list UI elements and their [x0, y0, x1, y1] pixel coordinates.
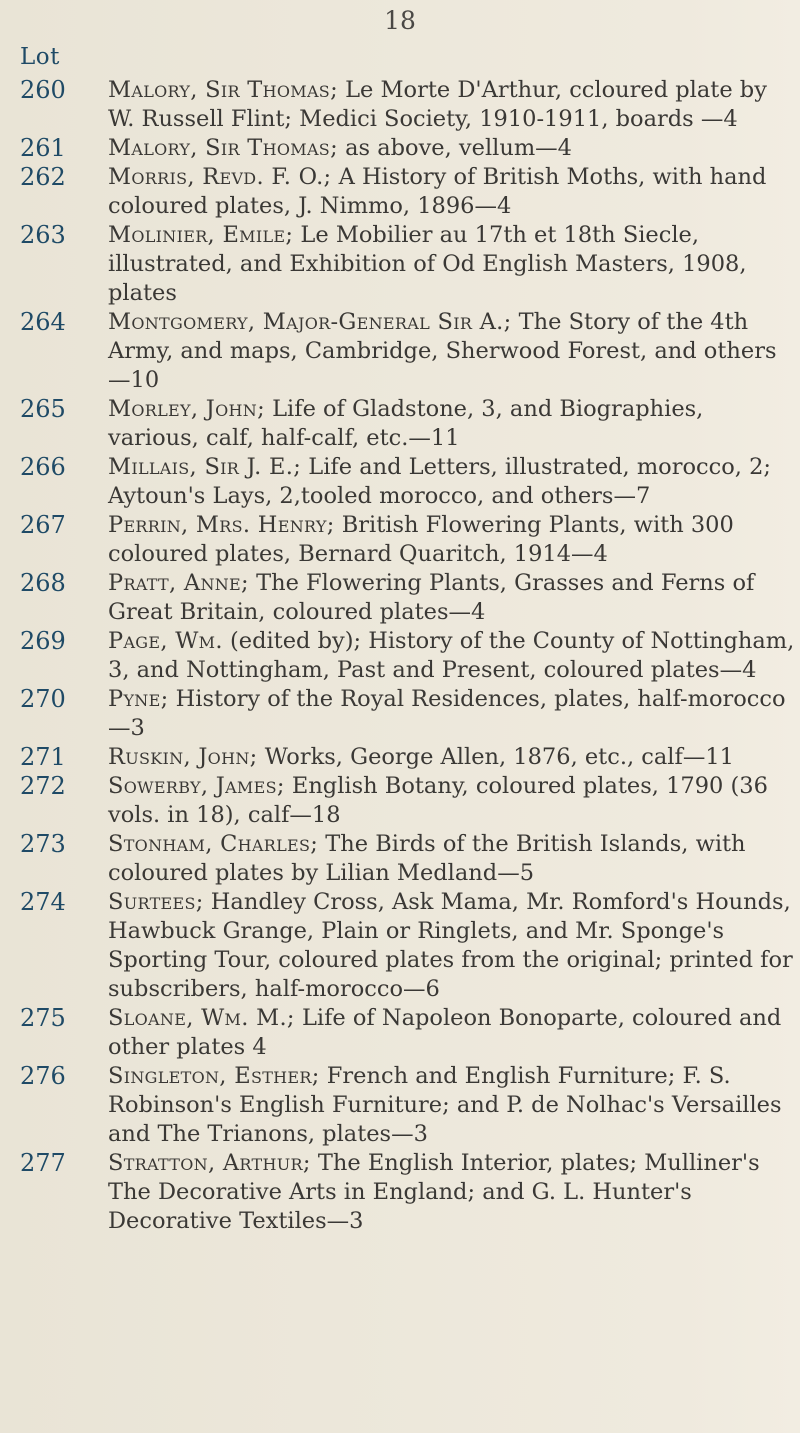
lot-description — [108, 453, 795, 511]
lot-description — [108, 76, 795, 134]
lot-number: 274 — [20, 888, 66, 916]
catalogue-entry — [20, 830, 795, 888]
lot-number: 271 — [20, 743, 66, 771]
lot-author: Millais, Sir J. E.; — [108, 454, 302, 480]
lot-author: Perrin, Mrs. Henry; — [108, 512, 335, 538]
lot-number: 264 — [20, 308, 66, 336]
catalogue-entry — [20, 163, 795, 221]
lot-number: 272 — [20, 772, 66, 800]
lot-description — [108, 221, 795, 308]
catalogue-entry — [20, 511, 795, 569]
lot-author: Morley, John; — [108, 396, 265, 422]
lot-text: The Birds of the British Islands, with coloured plates by Lilian Medland—5 — [108, 831, 746, 886]
lot-author: Molinier, Emile; — [108, 222, 294, 248]
lot-author: Sowerby, James; — [108, 773, 285, 799]
lot-text: Works, George Allen, 1876, etc., calf—11 — [264, 744, 734, 770]
lot-author: Surtees; — [108, 889, 204, 915]
lot-author: Pratt, Anne; — [108, 570, 249, 596]
lot-author: Malory, Sir Thomas; — [108, 135, 338, 161]
catalogue-entry — [20, 1149, 795, 1236]
lot-number: 273 — [20, 830, 66, 858]
lot-text: (edited by); History of the County of Nottingham, 3, and Nottingham, Past and Present, coloured plates—4 — [108, 628, 795, 683]
lot-text: British Flowering Plants, with 300 coloured plates, Bernard Quaritch, 1914—4 — [108, 512, 734, 567]
lot-number: 269 — [20, 627, 66, 655]
catalogue-entry — [20, 743, 795, 772]
lot-description — [108, 1004, 795, 1062]
catalogue-entry — [20, 395, 795, 453]
catalogue-list — [20, 76, 795, 1236]
catalogue-entry — [20, 569, 795, 627]
lot-text: French and English Furniture; F. S. Robinson's English Furniture; and P. de Nolhac's Versailles and The Trianons, plates—3 — [108, 1063, 782, 1147]
lot-description — [108, 308, 795, 395]
lot-description — [108, 569, 795, 627]
lot-text: A History of British Moths, with hand coloured plates, J. Nimmo, 1896—4 — [108, 164, 767, 219]
lot-number: 262 — [20, 163, 66, 191]
catalogue-entry — [20, 134, 795, 163]
lot-text: English Botany, coloured plates, 1790 (36 vols. in 18), calf—18 — [108, 773, 768, 828]
catalogue-entry — [20, 1062, 795, 1149]
lot-text: Le Mobilier au 17th et 18th Siecle, illustrated, and Exhibition of Od English Masters, 1908, plates — [108, 222, 747, 306]
lot-description — [108, 888, 795, 1004]
catalogue-entry — [20, 1004, 795, 1062]
lot-number: 260 — [20, 76, 66, 104]
lot-author: Sloane, Wm. M.; — [108, 1005, 295, 1031]
catalogue-entry — [20, 76, 795, 134]
lot-description — [108, 1149, 795, 1236]
lot-number: 275 — [20, 1004, 66, 1032]
lot-description — [108, 395, 795, 453]
catalogue-entry — [20, 308, 795, 395]
lot-description — [108, 1062, 795, 1149]
lot-number: 276 — [20, 1062, 66, 1090]
lot-author: Stonham, Charles; — [108, 831, 319, 857]
lot-number: 265 — [20, 395, 66, 423]
lot-description — [108, 511, 795, 569]
lot-text: Life of Napoleon Bonoparte, coloured and other plates 4 — [108, 1005, 782, 1060]
lot-description — [108, 685, 795, 743]
catalogue-entry — [20, 453, 795, 511]
lot-number: 268 — [20, 569, 66, 597]
lot-text: as above, vellum—4 — [345, 135, 572, 161]
lot-author: Stratton, Arthur; — [108, 1150, 311, 1176]
lot-text: Handley Cross, Ask Mama, Mr. Romford's Hounds, Hawbuck Grange, Plain or Ringlets, and Mr. Sponge's Sporting Tour, coloured plates from the original; printed for subscribers, half-morocco—6 — [108, 889, 793, 1002]
lot-description — [108, 134, 795, 163]
catalogue-entry — [20, 888, 795, 1004]
catalogue-entry — [20, 685, 795, 743]
catalogue-entry — [20, 772, 795, 830]
lot-number: 277 — [20, 1149, 66, 1177]
lot-number: 266 — [20, 453, 66, 481]
lot-number: 263 — [20, 221, 66, 249]
lot-description — [108, 163, 795, 221]
catalogue-entry — [20, 221, 795, 308]
lot-author: Montgomery, Major-General Sir A.; — [108, 309, 512, 335]
lot-description — [108, 772, 795, 830]
lot-description — [108, 743, 795, 772]
page-number: 18 — [384, 6, 416, 35]
lot-text: The Flowering Plants, Grasses and Ferns of Great Britain, coloured plates—4 — [108, 570, 755, 625]
lot-author: Singleton, Esther; — [108, 1063, 320, 1089]
catalogue-entry — [20, 627, 795, 685]
lot-text: The Story of the 4th Army, and maps, Cambridge, Sherwood Forest, and others—10 — [108, 309, 777, 393]
lot-number: 261 — [20, 134, 66, 162]
lot-text: The English Interior, plates; Mulliner's The Decorative Arts in England; and G. L. Hunter's Decorative Textiles—3 — [108, 1150, 760, 1234]
lot-description — [108, 627, 795, 685]
lot-number: 270 — [20, 685, 66, 713]
lot-author: Pyne; — [108, 686, 169, 712]
lot-column-header: Lot — [20, 44, 60, 70]
lot-text: Le Morte D'Arthur, ccloured plate by W. Russell Flint; Medici Society, 1910-1911, boards —4 — [108, 77, 767, 132]
lot-text: History of the Royal Residences, plates, half-morocco —3 — [108, 686, 786, 741]
lot-text: Life of Gladstone, 3, and Biographies, various, calf, half-calf, etc.—11 — [108, 396, 704, 451]
lot-author: Page, Wm. — [108, 628, 223, 654]
lot-text: Life and Letters, illustrated, morocco, 2; Aytoun's Lays, 2,tooled morocco, and others—7 — [108, 454, 771, 509]
lot-number: 267 — [20, 511, 66, 539]
lot-description — [108, 830, 795, 888]
lot-author: Ruskin, John; — [108, 744, 258, 770]
lot-author: Morris, Revd. F. O.; — [108, 164, 332, 190]
lot-author: Malory, Sir Thomas; — [108, 77, 338, 103]
